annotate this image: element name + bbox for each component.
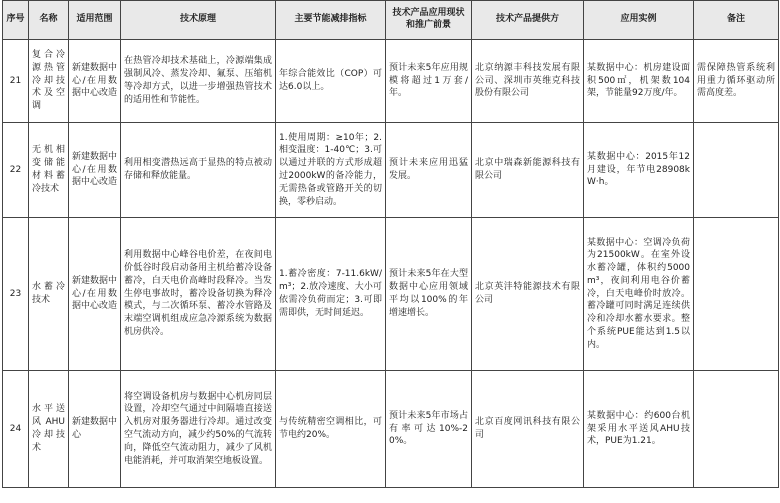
cell-prospect: 预计未来5年在大型数据中心应用领域平均以100%的年增速增长。 (386, 218, 472, 371)
cell-provider: 北京英沣特能源技术有限公司 (472, 218, 584, 371)
header-indicator: 主要节能减排指标 (276, 1, 386, 40)
header-prospect: 技术产品应用现状和推广前景 (386, 1, 472, 40)
cell-indicator: 1.蓄冷密度：7-11.6kW/m³；2.放冷速度、大小可依需冷负荷而定；3.可即需即供，无时间延迟。 (276, 218, 386, 371)
technology-table (2, 0, 779, 488)
cell-example: 某数据中心：机房建设面积500㎡，机架数104架，节能量92万度/年。 (584, 40, 694, 123)
cell-example: 某数据中心：约600台机架采用水平送风AHU技术，PUE为1.21。 (584, 371, 694, 488)
cell-indicator: 年综合能效比（COP）可达6.0以上。 (276, 40, 386, 123)
cell-name: 水平送风AHU冷却技术 (29, 371, 69, 488)
cell-prospect: 预计未来应用迅猛发展。 (386, 123, 472, 218)
cell-remark: 需保障热管系统利用重力循环驱动所需高度差。 (694, 40, 779, 123)
cell-principle: 在热管冷却技术基础上，冷源端集成强制风冷、蒸发冷却、氟泵、压缩机等冷却方式，以进一步增强热管技术的适用性和节能性。 (121, 40, 276, 123)
cell-provider: 北京百度网讯科技有限公司 (472, 371, 584, 488)
cell-no: 21 (3, 40, 29, 123)
cell-indicator: 与传统精密空调相比，可节电约20%。 (276, 371, 386, 488)
cell-no: 23 (3, 218, 29, 371)
cell-name: 水蓄冷技术 (29, 218, 69, 371)
cell-scope: 新建数据中心/在用数据中心改造 (69, 218, 121, 371)
cell-scope: 新建数据中心/在用数据中心改造 (69, 40, 121, 123)
header-row (3, 1, 779, 40)
cell-name: 复合冷源热管冷却技术及空调 (29, 40, 69, 123)
cell-scope: 新建数据中心 (69, 371, 121, 488)
cell-provider: 北京中瑞森新能源科技有限公司 (472, 123, 584, 218)
cell-remark (694, 123, 779, 218)
cell-provider: 北京纳源丰科技发展有限公司、深圳市英维克科技股份有限公司 (472, 40, 584, 123)
cell-remark (694, 371, 779, 488)
cell-indicator: 1.使用周期：≥10年；2.相变温度：1-40℃；3.可以通过并联的方式形成超过2000kW的备冷能力，无需热备或管路开关的切换，零秒启动。 (276, 123, 386, 218)
header-scope: 适用范围 (69, 1, 121, 40)
header-principle: 技术原理 (121, 1, 276, 40)
cell-principle: 利用相变潜热远高于显热的特点被动存储和释放能量。 (121, 123, 276, 218)
header-example: 应用实例 (584, 1, 694, 40)
cell-prospect: 预计未来5年市场占有率可达10%-20%。 (386, 371, 472, 488)
cell-prospect: 预计未来5年应用规模将超过1万套/年。 (386, 40, 472, 123)
cell-name: 无机相变储能材料蓄冷技术 (29, 123, 69, 218)
cell-no: 24 (3, 371, 29, 488)
cell-remark (694, 218, 779, 371)
cell-example: 某数据中心：2015年12月建设，年节电28908kW·h。 (584, 123, 694, 218)
cell-principle: 利用数据中心峰谷电价差，在夜间电价低谷时段启动备用主机给蓄冷设备蓄冷，白天电价高峰时段释冷。当发生停电事故时，蓄冷设备切换为释冷模式，与二次循环泵、蓄冷水管路及末端空调机组成应急冷源系统为数据机房供冷。 (121, 218, 276, 371)
cell-principle: 将空调设备机房与数据中心机房同层设置，冷却空气通过中间隔墙直接送入机房对服务器进行冷却。通过改变空气流动方向，减少约50%的气流转向，降低空气流动阻力，减少了风机电能消耗，并可取消架空地板设置。 (121, 371, 276, 488)
header-no: 序号 (3, 1, 29, 40)
table-row (3, 371, 779, 488)
header-remark: 备注 (694, 1, 779, 40)
cell-scope: 新建数据中心/在用数据中心改造 (69, 123, 121, 218)
header-name: 名称 (29, 1, 69, 40)
table-row (3, 218, 779, 371)
cell-example: 某数据中心：空调冷负荷为21500kW。在室外设水蓄冷罐，体积约5000m³，夜间利用电谷价蓄冷，白天电峰价时放冷。蓄冷罐可同时满足连续供冷和冷却水蓄水要求。整个系统PUE能达到1.5以内。 (584, 218, 694, 371)
header-provider: 技术产品提供方 (472, 1, 584, 40)
table-row (3, 40, 779, 123)
cell-no: 22 (3, 123, 29, 218)
table-row (3, 123, 779, 218)
